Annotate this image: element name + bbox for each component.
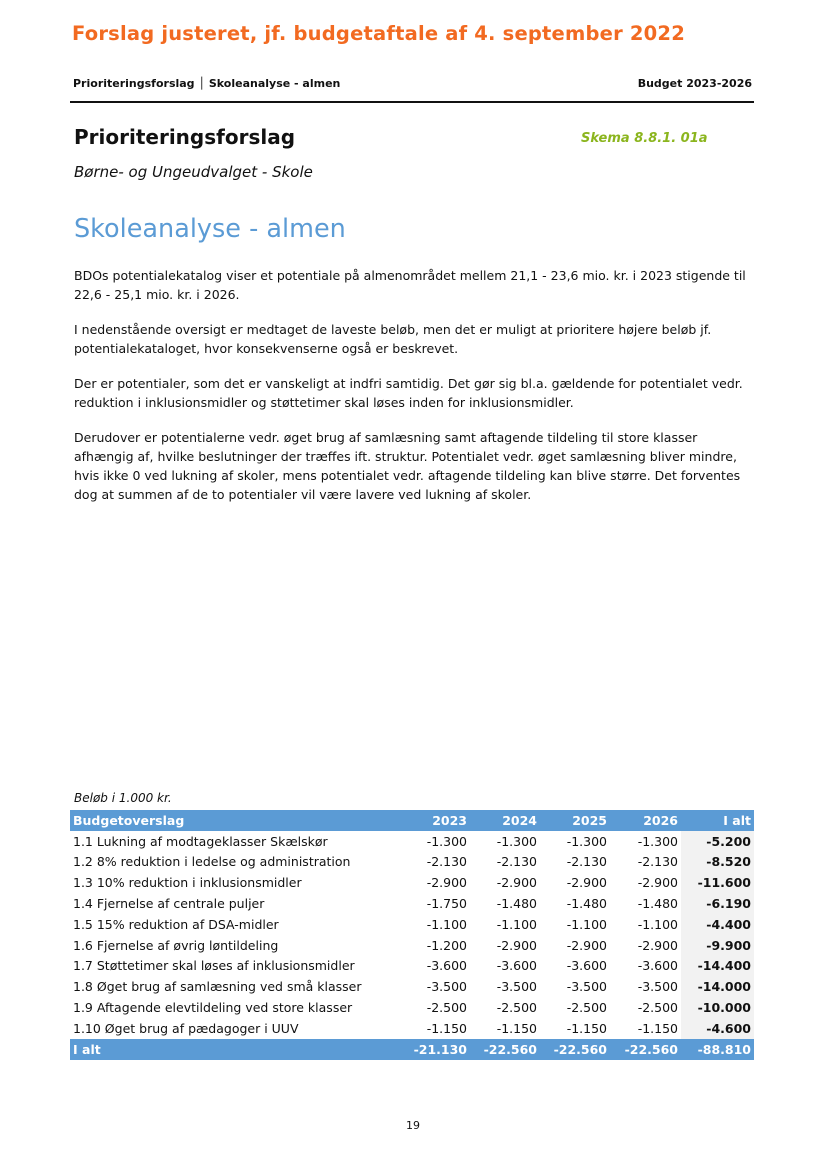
row-label: 1.2 8% reduktion i ledelse og administration bbox=[73, 854, 351, 870]
table-row bbox=[70, 914, 754, 935]
unit-note: Beløb i 1.000 kr. bbox=[74, 791, 172, 805]
year-value-cell: -2.130 bbox=[496, 854, 537, 870]
header-divider bbox=[70, 101, 754, 103]
row-total-cell: -6.190 bbox=[681, 893, 754, 914]
section-title: Skoleanalyse - almen bbox=[74, 214, 346, 244]
year-value-cell: -2.900 bbox=[566, 875, 607, 891]
year-value-cell: -3.500 bbox=[566, 979, 607, 995]
schema-reference: Skema 8.8.1. 01a bbox=[581, 131, 708, 146]
row-total-cell: -14.000 bbox=[681, 976, 754, 997]
year-value-cell: -2.900 bbox=[426, 875, 467, 891]
year-value-cell: -2.130 bbox=[426, 854, 467, 870]
row-label: 1.9 Aftagende elevtildeling ved store klasser bbox=[73, 1000, 353, 1016]
total-cell: -22.560 bbox=[540, 1039, 610, 1060]
budget-table bbox=[70, 810, 754, 1060]
row-label: 1.1 Lukning af modtageklasser Skælskør bbox=[73, 833, 328, 849]
year-value-cell: -1.300 bbox=[637, 833, 678, 849]
table-row bbox=[70, 872, 754, 893]
total-cell: -21.130 bbox=[400, 1039, 470, 1060]
year-value-cell: -2.500 bbox=[566, 1000, 607, 1016]
row-label: 1.7 Støttetimer skal løses af inklusionsmidler bbox=[73, 958, 355, 974]
committee-subtitle: Børne- og Ungeudvalget - Skole bbox=[74, 163, 313, 181]
header-2025: 2025 bbox=[540, 810, 610, 831]
year-value-cell: -2.900 bbox=[637, 937, 678, 953]
row-label: 1.3 10% reduktion i inklusionsmidler bbox=[73, 875, 302, 891]
table-row bbox=[70, 852, 754, 873]
row-total-cell: -10.000 bbox=[681, 997, 754, 1018]
paragraph: BDOs potentialekatalog viser et potentiale på almenområdet mellem 21,1 - 23,6 mio. kr. i 2023 stigende til 22,6 - 25,1 mio. kr. i 2026. bbox=[74, 268, 746, 302]
header-2023: 2023 bbox=[400, 810, 470, 831]
row-total-cell: -4.400 bbox=[681, 914, 754, 935]
year-value-cell: -3.500 bbox=[426, 979, 467, 995]
year-value-cell: -3.600 bbox=[426, 958, 467, 974]
row-label: 1.8 Øget brug af samlæsning ved små klasser bbox=[73, 979, 362, 995]
header-2026: 2026 bbox=[610, 810, 681, 831]
year-value-cell: -2.900 bbox=[637, 875, 678, 891]
row-total-cell: -14.400 bbox=[681, 956, 754, 977]
year-value-cell: -1.750 bbox=[426, 896, 467, 912]
row-label: 1.6 Fjernelse af øvrig løntildeling bbox=[73, 937, 279, 953]
year-value-cell: -1.300 bbox=[566, 833, 607, 849]
year-value-cell: -1.480 bbox=[637, 896, 678, 912]
year-value-cell: -3.500 bbox=[637, 979, 678, 995]
table-total-row bbox=[70, 1039, 754, 1060]
row-label: 1.5 15% reduktion af DSA-midler bbox=[73, 916, 279, 932]
table-row bbox=[70, 997, 754, 1018]
header-i-alt: I alt bbox=[681, 810, 754, 831]
year-value-cell: -2.500 bbox=[496, 1000, 537, 1016]
year-value-cell: -1.300 bbox=[426, 833, 467, 849]
year-value-cell: -1.480 bbox=[566, 896, 607, 912]
year-value-cell: -1.100 bbox=[566, 916, 607, 932]
total-cell: -22.560 bbox=[610, 1039, 681, 1060]
row-label: 1.4 Fjernelse af centrale puljer bbox=[73, 896, 265, 912]
year-value-cell: -3.600 bbox=[637, 958, 678, 974]
row-total-cell: -8.520 bbox=[681, 852, 754, 873]
header-left: Prioriteringsforslag │ Skoleanalyse - almen bbox=[73, 77, 341, 90]
table-row bbox=[70, 976, 754, 997]
year-value-cell: -1.150 bbox=[637, 1020, 678, 1036]
year-value-cell: -1.100 bbox=[496, 916, 537, 932]
paragraph: Der er potentialer, som det er vanskeligt at indfri samtidig. Det gør sig bl.a. gældende for potentialet vedr. reduktion i inklusionsmidler og støttetimer skal løses inden for inklusionsmidler. bbox=[74, 376, 743, 410]
year-value-cell: -1.200 bbox=[426, 937, 467, 953]
paragraph: Derudover er potentialerne vedr. øget brug af samlæsning samt aftagende tildeling til store klasser afhængig af, hvilke beslutninger der træffes ift. struktur. Potentialet vedr. øget samlæsning bliver mindre, hvis ikke 0 ved lukning af skoler, mens potentialet vedr. aftagende tildeling kan blive større. Det forventes dog at summen af de to potentialer vil være lavere ved lukning af skoler. bbox=[74, 430, 741, 502]
grand-total-cell: -88.810 bbox=[681, 1039, 754, 1060]
year-value-cell: -3.600 bbox=[496, 958, 537, 974]
table-row bbox=[70, 956, 754, 977]
year-value-cell: -1.480 bbox=[496, 896, 537, 912]
body-text bbox=[74, 266, 758, 520]
table-row bbox=[70, 831, 754, 852]
header-2024: 2024 bbox=[470, 810, 540, 831]
year-value-cell: -1.150 bbox=[496, 1020, 537, 1036]
year-value-cell: -2.900 bbox=[496, 875, 537, 891]
page-number: 19 bbox=[406, 1119, 420, 1132]
table-row bbox=[70, 893, 754, 914]
year-value-cell: -2.130 bbox=[637, 854, 678, 870]
year-value-cell: -1.150 bbox=[566, 1020, 607, 1036]
year-value-cell: -1.100 bbox=[637, 916, 678, 932]
year-value-cell: -2.130 bbox=[566, 854, 607, 870]
year-value-cell: -1.300 bbox=[496, 833, 537, 849]
total-label: I alt bbox=[70, 1039, 400, 1060]
page-title: Prioriteringsforslag bbox=[74, 125, 296, 149]
table-row bbox=[70, 1018, 754, 1039]
adjustment-banner: Forslag justeret, jf. budgetaftale af 4. september 2022 bbox=[72, 22, 685, 45]
row-total-cell: -9.900 bbox=[681, 935, 754, 956]
row-total-cell: -5.200 bbox=[681, 831, 754, 852]
year-value-cell: -2.900 bbox=[566, 937, 607, 953]
year-value-cell: -3.600 bbox=[566, 958, 607, 974]
year-value-cell: -2.500 bbox=[426, 1000, 467, 1016]
total-cell: -22.560 bbox=[470, 1039, 540, 1060]
row-label: 1.10 Øget brug af pædagoger i UUV bbox=[73, 1020, 299, 1036]
row-total-cell: -4.600 bbox=[681, 1018, 754, 1039]
row-total-cell: -11.600 bbox=[681, 872, 754, 893]
year-value-cell: -3.500 bbox=[496, 979, 537, 995]
year-value-cell: -1.100 bbox=[426, 916, 467, 932]
table-header-row bbox=[70, 810, 754, 831]
year-value-cell: -2.500 bbox=[637, 1000, 678, 1016]
year-value-cell: -1.150 bbox=[426, 1020, 467, 1036]
year-value-cell: -2.900 bbox=[496, 937, 537, 953]
paragraph: I nedenstående oversigt er medtaget de laveste beløb, men det er muligt at prioritere højere beløb jf. potentialekataloget, hvor konsekvenserne også er beskrevet. bbox=[74, 322, 712, 356]
header-budgetoversigt: Budgetoverslag bbox=[70, 810, 400, 831]
table-row bbox=[70, 935, 754, 956]
header-right: Budget 2023-2026 bbox=[637, 77, 752, 90]
